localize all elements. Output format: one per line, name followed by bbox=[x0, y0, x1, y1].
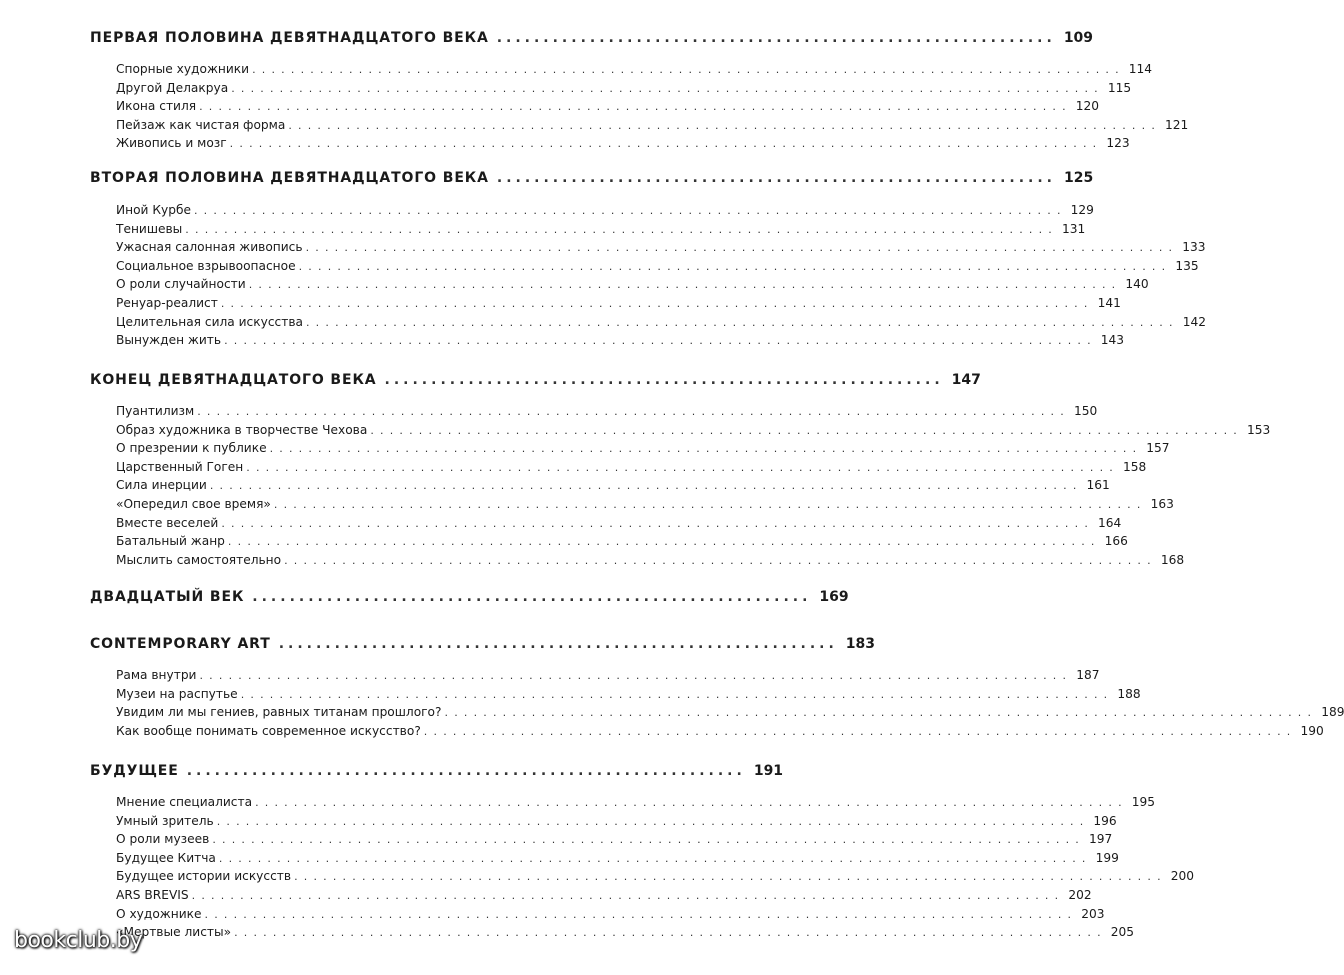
dot-leader: .......................................................................................... bbox=[234, 926, 1107, 940]
entry-title: Другой Делакруа bbox=[116, 80, 229, 95]
entry-page-number: 115 bbox=[1107, 80, 1132, 95]
dot-leader: .......................................................................................... bbox=[370, 423, 1244, 437]
entry-page-number: 158 bbox=[1122, 459, 1147, 474]
toc-entry bbox=[116, 117, 1189, 132]
toc-entry bbox=[116, 478, 1110, 493]
dot-leader: .......................................................................................... bbox=[220, 297, 1094, 310]
entry-title: Как вообще понимать современное искусство? bbox=[116, 723, 421, 738]
toc-entry bbox=[116, 813, 1117, 828]
entry-title: О роли музеев bbox=[116, 832, 210, 847]
toc-entry bbox=[116, 497, 1174, 511]
entry-page-number: 205 bbox=[1110, 925, 1135, 940]
entry-page-number: 189 bbox=[1321, 705, 1344, 720]
toc-entry bbox=[116, 333, 1125, 348]
entry-page-number: 142 bbox=[1182, 314, 1206, 329]
dot-leader: .......................................................................................... bbox=[305, 315, 1179, 329]
dot-leader: .......................................................................................... bbox=[288, 118, 1162, 132]
toc-entry bbox=[116, 62, 1153, 76]
section-title: БУДУЩЕЕ bbox=[90, 763, 179, 779]
toc-entry bbox=[116, 515, 1122, 530]
dot-leader: ............................................................ bbox=[384, 372, 944, 388]
toc-entry bbox=[116, 888, 1092, 902]
entry-title: Батальный жанр bbox=[116, 534, 225, 549]
toc-entry bbox=[116, 203, 1094, 217]
entry-title: «Опередил свое время» bbox=[116, 497, 271, 511]
dot-leader: .......................................................................................... bbox=[204, 907, 1078, 921]
entry-title: О презрении к публике bbox=[116, 441, 267, 456]
toc-entry bbox=[116, 925, 1135, 940]
section-title: КОНЕЦ ДЕВЯТНАДЦАТОГО ВЕКА bbox=[90, 372, 377, 388]
entry-page-number: 120 bbox=[1075, 99, 1100, 114]
entry-title: Увидим ли мы гениев, равных титанам прошлого? bbox=[116, 705, 442, 720]
toc-entry bbox=[116, 832, 1113, 847]
entry-title: Спорные художники bbox=[116, 62, 250, 76]
watermark: bookclub.by bbox=[14, 928, 143, 953]
entry-page-number: 135 bbox=[1175, 258, 1199, 273]
toc-entry bbox=[116, 277, 1149, 292]
toc-entry bbox=[116, 314, 1206, 329]
entry-page-number: 187 bbox=[1076, 668, 1100, 682]
section-heading bbox=[90, 372, 981, 388]
dot-leader: .......................................................................................... bbox=[199, 669, 1073, 682]
section-title: ПЕРВАЯ ПОЛОВИНА ДЕВЯТНАДЦАТОГО ВЕКА bbox=[90, 30, 489, 46]
entry-title: О роли случайности bbox=[116, 277, 246, 292]
entry-title: Царственный Гоген bbox=[116, 459, 244, 474]
entry-title: Умный зритель bbox=[116, 813, 214, 828]
toc-entry bbox=[116, 258, 1199, 273]
entry-title: ARS BREVIS bbox=[116, 888, 189, 902]
section-page-number: 183 bbox=[845, 636, 876, 652]
entry-page-number: 195 bbox=[1131, 795, 1156, 809]
dot-leader: .......................................................................................... bbox=[193, 204, 1067, 217]
entry-title: Будущее Китча bbox=[116, 850, 216, 865]
toc-entry bbox=[116, 422, 1271, 437]
dot-leader: .......................................................................................... bbox=[294, 870, 1167, 884]
dot-leader: ............................................................ bbox=[252, 589, 812, 605]
entry-page-number: 197 bbox=[1089, 832, 1113, 847]
entry-page-number: 203 bbox=[1081, 906, 1105, 921]
section-title: CONTEMPORARY ART bbox=[90, 636, 271, 652]
section-heading bbox=[90, 30, 1094, 46]
entry-page-number: 150 bbox=[1073, 404, 1098, 418]
dot-leader: .......................................................................................... bbox=[252, 63, 1125, 76]
toc-entry bbox=[116, 459, 1147, 474]
section-page-number: 169 bbox=[819, 589, 849, 605]
dot-leader: .......................................................................................... bbox=[284, 553, 1157, 567]
entry-title: Социальное взрывоопасное bbox=[116, 258, 296, 273]
toc-entry bbox=[116, 296, 1121, 310]
dot-leader: ............................................................ bbox=[278, 636, 838, 652]
dot-leader: .......................................................................................... bbox=[197, 405, 1070, 418]
toc-entry bbox=[116, 723, 1324, 738]
section-heading bbox=[90, 636, 876, 652]
section-page-number: 109 bbox=[1063, 30, 1094, 46]
toc-entry bbox=[116, 869, 1195, 884]
toc-entry bbox=[116, 705, 1344, 720]
dot-leader: .......................................................................................... bbox=[305, 241, 1179, 255]
entry-title: Тенишевы bbox=[116, 221, 183, 236]
entry-page-number: 143 bbox=[1100, 333, 1125, 348]
dot-leader: .......................................................................................... bbox=[273, 498, 1147, 511]
entry-page-number: 153 bbox=[1247, 422, 1271, 437]
dot-leader: .......................................................................................... bbox=[255, 796, 1128, 809]
toc-entry bbox=[116, 404, 1098, 418]
entry-page-number: 123 bbox=[1106, 136, 1130, 151]
dot-leader: .......................................................................................... bbox=[216, 814, 1090, 828]
entry-title: Музеи на распутье bbox=[116, 686, 238, 701]
dot-leader: .......................................................................................... bbox=[199, 100, 1072, 114]
entry-title: Икона стиля bbox=[116, 99, 197, 114]
section-page-number: 191 bbox=[753, 763, 784, 779]
dot-leader: .......................................................................................... bbox=[248, 278, 1122, 292]
dot-leader: ............................................................ bbox=[496, 170, 1056, 186]
entry-title: Иной Курбе bbox=[116, 203, 191, 217]
dot-leader: .......................................................................................... bbox=[221, 516, 1095, 530]
dot-leader: .......................................................................................... bbox=[231, 81, 1104, 95]
entry-page-number: 133 bbox=[1182, 240, 1206, 255]
dot-leader: .......................................................................................... bbox=[185, 222, 1058, 236]
entry-page-number: 199 bbox=[1095, 850, 1119, 865]
dot-leader: .......................................................................................... bbox=[240, 687, 1114, 701]
entry-page-number: 168 bbox=[1160, 552, 1185, 567]
entry-page-number: 161 bbox=[1086, 478, 1110, 493]
section-heading bbox=[90, 589, 849, 605]
toc-entry bbox=[116, 80, 1132, 95]
entry-title: Целительная сила искусства bbox=[116, 314, 303, 329]
entry-title: Мыслить самостоятельно bbox=[116, 552, 282, 567]
toc-entry bbox=[116, 99, 1100, 114]
section-heading bbox=[90, 763, 784, 779]
entry-page-number: 157 bbox=[1146, 441, 1170, 456]
dot-leader: .......................................................................................... bbox=[218, 851, 1092, 865]
entry-title: Будущее истории искусств bbox=[116, 869, 292, 884]
entry-page-number: 131 bbox=[1062, 221, 1086, 236]
entry-title: Образ художника в творчестве Чехова bbox=[116, 422, 368, 437]
entry-title: Пейзаж как чистая форма bbox=[116, 117, 286, 132]
dot-leader: .......................................................................................... bbox=[191, 889, 1065, 902]
entry-title: Ужасная салонная живопись bbox=[116, 240, 303, 255]
section-title: ВТОРАЯ ПОЛОВИНА ДЕВЯТНАДЦАТОГО ВЕКА bbox=[90, 170, 489, 186]
dot-leader: .......................................................................................... bbox=[423, 724, 1297, 738]
entry-title: Вынужден жить bbox=[116, 333, 222, 348]
entry-page-number: 202 bbox=[1068, 888, 1092, 902]
entry-page-number: 190 bbox=[1300, 723, 1324, 738]
section-title: ДВАДЦАТЫЙ ВЕК bbox=[90, 589, 245, 605]
entry-title: Пуантилизм bbox=[116, 404, 195, 418]
entry-page-number: 141 bbox=[1097, 296, 1121, 310]
entry-page-number: 200 bbox=[1170, 869, 1195, 884]
section-page-number: 147 bbox=[951, 372, 981, 388]
toc-entry bbox=[116, 534, 1128, 549]
toc-entry bbox=[116, 668, 1100, 682]
entry-title: Рама внутри bbox=[116, 668, 197, 682]
toc-entry bbox=[116, 240, 1206, 255]
entry-page-number: 163 bbox=[1150, 497, 1174, 511]
toc-entry bbox=[116, 686, 1141, 701]
toc-entry bbox=[116, 221, 1086, 236]
dot-leader: ............................................................ bbox=[496, 30, 1056, 46]
toc-entry bbox=[116, 136, 1130, 151]
dot-leader: .......................................................................................... bbox=[209, 479, 1083, 493]
entry-page-number: 121 bbox=[1165, 117, 1189, 132]
entry-page-number: 196 bbox=[1093, 813, 1117, 828]
toc-entry bbox=[116, 552, 1185, 567]
dot-leader: .......................................................................................... bbox=[229, 137, 1103, 151]
dot-leader: .......................................................................................... bbox=[444, 706, 1318, 720]
toc-entry bbox=[116, 906, 1105, 921]
dot-leader: .......................................................................................... bbox=[269, 442, 1143, 456]
entry-title: Живопись и мозг bbox=[116, 136, 227, 151]
section-heading bbox=[90, 170, 1094, 186]
dot-leader: .......................................................................................... bbox=[224, 334, 1097, 348]
entry-page-number: 164 bbox=[1098, 515, 1122, 530]
entry-title: «Мертвые листы» bbox=[116, 925, 232, 940]
section-page-number: 125 bbox=[1063, 170, 1094, 186]
dot-leader: .......................................................................................... bbox=[246, 460, 1119, 474]
dot-leader: .......................................................................................... bbox=[227, 535, 1101, 549]
entry-title: Ренуар-реалист bbox=[116, 296, 218, 310]
entry-title: Вместе веселей bbox=[116, 515, 219, 530]
entry-page-number: 129 bbox=[1070, 203, 1094, 217]
entry-page-number: 166 bbox=[1104, 534, 1128, 549]
toc-entry bbox=[116, 850, 1119, 865]
dot-leader: .......................................................................................... bbox=[298, 259, 1172, 273]
dot-leader: ............................................................ bbox=[186, 763, 746, 779]
toc-entry bbox=[116, 795, 1156, 809]
entry-page-number: 140 bbox=[1125, 277, 1149, 292]
entry-page-number: 114 bbox=[1128, 62, 1153, 76]
entry-page-number: 188 bbox=[1117, 686, 1141, 701]
toc-entry bbox=[116, 441, 1170, 456]
dot-leader: .......................................................................................... bbox=[212, 833, 1086, 847]
entry-title: О художнике bbox=[116, 906, 202, 921]
entry-title: Мнение специалиста bbox=[116, 795, 253, 809]
entry-title: Сила инерции bbox=[116, 478, 207, 493]
